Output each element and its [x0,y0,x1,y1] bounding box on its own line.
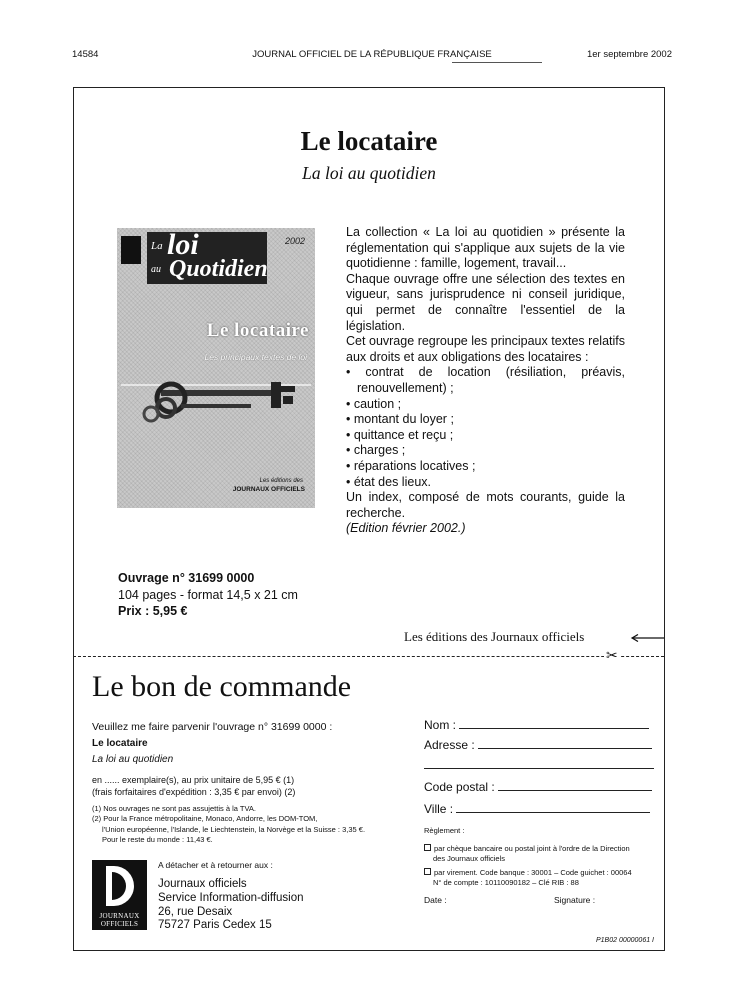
cut-line [73,656,664,657]
keys-illustration [121,368,311,428]
cover-year: 2002 [284,236,305,246]
order-footnotes [92,804,402,846]
product-info [118,570,298,620]
address-field[interactable]: Adresse : [424,738,652,752]
edition-note: (Edition février 2002.) [346,521,466,536]
cover-series-banner [147,228,268,284]
name-field[interactable]: Nom : [424,718,649,732]
cover-publisher-logo [121,236,141,264]
address-line: 26, rue Desaix [158,905,233,918]
description-paragraph: La collection « La loi au quotidien » présente la réglementation qui s'applique aux sujets de la vie quotidienne : famille, logement, travail... [346,225,625,271]
list-item: • contrat de location (résiliation, préavis, renouvellement) ; [346,365,625,395]
publisher-tagline: Les éditions des Journaux officiels [404,629,585,644]
book-cover-image [117,228,315,508]
page-header [72,44,672,64]
order-book-title: Le locataire [92,737,148,749]
list-item: • charges ; [346,443,406,458]
cover-series-au: au [151,264,161,275]
detach-instruction: A détacher et à retourner aux : [158,860,273,870]
list-item: • réparations locatives ; [346,458,476,473]
book-subtitle: La loi au quotidien [302,163,436,183]
scissors-icon: ✂ [606,647,618,663]
address-line: 75727 Paris Cedex 15 [158,919,272,932]
date-field[interactable]: Date : [424,895,447,905]
list-item: • montant du loyer ; [346,412,454,427]
description-paragraph: Chaque ouvrage offre une sélection des textes en vigueur, sans jurisprudence ni conseil juridique, qui permet de connaître l'essentiel de la législation. [346,271,625,333]
order-form-heading: Le bon de commande [92,670,352,703]
issue-date: 1er septembre 2002 [586,49,672,60]
description-paragraph: Un index, composé de mots courants, guide la recherche. [346,490,625,520]
footnote: (2) Pour la France métropolitaine, Monaco, Andorre, les DOM-TOM, [92,814,318,824]
payment-option-cheque[interactable]: par chèque bancaire ou postal joint à l'ordre de la Direction des Journaux officiels [424,844,630,863]
description-paragraph: Cet ouvrage regroupe les principaux textes relatifs aux droits et aux obligations des locataires : [346,334,625,364]
address-line: Service Information-diffusion [158,891,304,904]
topics-list [346,365,625,490]
form-reference: P1B02 00000061 I [596,937,654,944]
city-field[interactable]: Ville : [424,802,650,816]
arrow-left-icon [630,634,664,642]
quantity-line: en ...... exemplaire(s), au prix unitaire de 5,95 € (1) [92,775,295,785]
order-intro: Veuillez me faire parvenir l'ouvrage n° 31699 0000 : [92,721,333,733]
cover-editions-line: Les éditions des [259,478,303,484]
cover-series-la: La [151,240,163,252]
product-price: Prix : 5,95 € [118,604,188,618]
cover-subtitle: Les principaux textes de loi [204,352,307,362]
checkbox[interactable] [424,868,431,875]
postal-code-field[interactable]: Code postal : [424,780,652,794]
payment-option-transfer[interactable]: par virement. Code banque : 30001 – Code guichet : 00064 N° de compte : 10110090182 – Clé RIB : 88 [424,868,632,887]
book-description [346,225,625,537]
checkbox[interactable] [424,844,431,851]
list-item: • caution ; [346,396,402,411]
footnote: l'Union européenne, l'Islande, le Liechtenstein, la Norvège et la Suisse : 3,35 €. [102,824,366,834]
cover-publisher-line: JOURNAUX OFFICIELS [232,486,305,493]
page-number: 14584 [72,49,99,60]
return-address [158,878,304,933]
order-quantity [92,774,295,798]
signature-field[interactable]: Signature : [554,895,596,905]
address-second-line[interactable] [424,758,654,772]
advertisement-frame [73,87,665,951]
address-line: Journaux officiels [158,878,247,890]
footnote: Pour le reste du monde : 11,43 €. [102,835,213,845]
cover-series-loi: loi [167,228,199,261]
book-title: Le locataire [300,126,438,156]
payment-heading: Règlement : [424,826,465,835]
order-book-subtitle: La loi au quotidien [92,753,174,765]
product-format: 104 pages - format 14,5 x 21 cm [118,587,298,602]
product-number: Ouvrage n° 31699 0000 [118,571,255,585]
list-item: • quittance et reçu ; [346,427,454,442]
cover-title: Le locataire [206,320,309,341]
list-item: • état des lieux. [346,474,431,489]
shipping-line: (frais forfaitaires d'expédition : 3,35 € par envoi) (2) [92,787,296,797]
order-details [92,720,392,767]
cover-series-quotidien: Quotidien [169,256,268,282]
journal-title: JOURNAL OFFICIEL DE LA RÉPUBLIQUE FRANÇAISE [252,49,492,60]
header-rule [452,62,542,63]
journaux-officiels-logo: JOURNAUX OFFICIELS [92,860,147,930]
footnote: (1) Nos ouvrages ne sont pas assujettis à la TVA. [92,804,256,813]
